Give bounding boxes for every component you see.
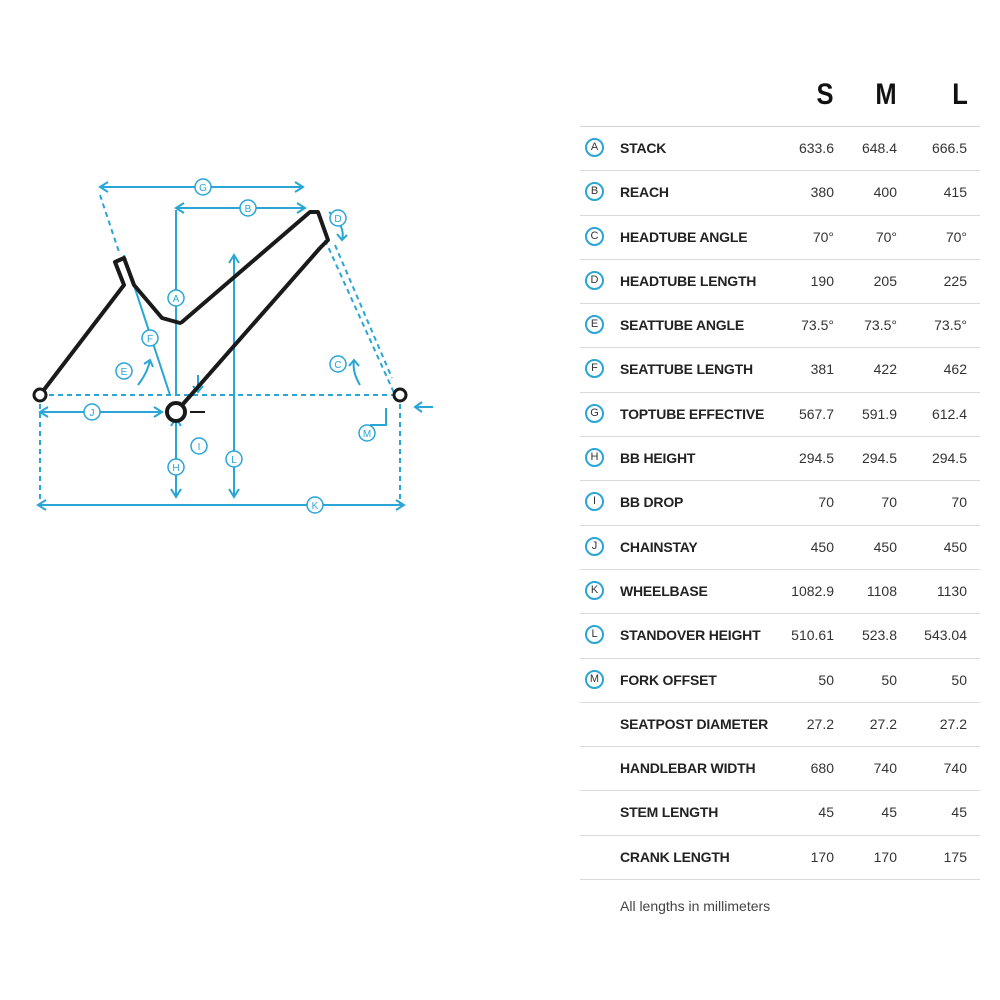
table-row: [580, 127, 980, 171]
row-label: WHEELBASE: [620, 582, 708, 599]
table-row: [580, 791, 980, 835]
value-size-s: 45: [818, 804, 834, 821]
row-label: SEATPOST DIAMETER: [620, 715, 769, 732]
row-label: CRANK LENGTH: [620, 848, 730, 865]
size-s-header: S: [816, 78, 834, 111]
value-size-s: 294.5: [798, 450, 834, 467]
value-size-l: 45: [951, 804, 967, 821]
value-size-s: 70°: [812, 228, 834, 245]
row-badge: G: [585, 404, 604, 423]
row-label: BB HEIGHT: [620, 450, 696, 467]
value-size-s: 73.5°: [801, 317, 834, 334]
value-size-m: 450: [873, 538, 897, 555]
row-label: HANDLEBAR WIDTH: [620, 760, 756, 777]
value-size-m: 70: [881, 494, 897, 511]
table-row: [580, 437, 980, 481]
value-size-l: 70: [951, 494, 967, 511]
value-size-m: 740: [873, 760, 897, 777]
svg-text:K: K: [311, 501, 319, 512]
row-badge: E: [585, 315, 604, 334]
table-row: [580, 570, 980, 614]
row-label: STANDOVER HEIGHT: [620, 627, 761, 644]
row-label: FORK OFFSET: [620, 671, 717, 688]
row-label: CHAINSTAY: [620, 538, 698, 555]
row-badge: F: [585, 359, 604, 378]
value-size-s: 70: [818, 494, 834, 511]
size-l-header: L: [952, 78, 968, 111]
value-size-m: 205: [873, 272, 897, 289]
row-label: REACH: [620, 184, 669, 201]
table-row: [580, 481, 980, 525]
table-row: [580, 216, 980, 260]
row-label: BB DROP: [620, 494, 684, 511]
value-size-l: 543.04: [924, 627, 967, 644]
value-size-l: 462: [943, 361, 967, 378]
value-size-l: 175: [943, 848, 967, 865]
table-row: [580, 171, 980, 215]
units-note: All lengths in millimeters: [620, 898, 771, 914]
svg-text:B: B: [244, 204, 252, 215]
value-size-m: 27.2: [869, 715, 897, 732]
table-row: [580, 614, 980, 658]
row-badge: A: [585, 138, 604, 157]
row-label: TOPTUBE EFFECTIVE: [620, 405, 765, 422]
value-size-l: 294.5: [931, 450, 967, 467]
row-label: STACK: [620, 140, 667, 156]
value-size-s: 190: [810, 272, 834, 289]
value-size-s: 567.7: [798, 405, 834, 422]
row-badge: D: [585, 271, 604, 290]
svg-text:E: E: [120, 367, 128, 378]
svg-text:I: I: [197, 442, 201, 453]
value-size-m: 1108: [866, 582, 897, 599]
geometry-table: [580, 78, 980, 880]
row-label: SEATTUBE ANGLE: [620, 317, 744, 334]
value-size-l: 70°: [945, 228, 967, 245]
table-row: [580, 836, 980, 880]
row-label: HEADTUBE ANGLE: [620, 228, 748, 245]
value-size-s: 50: [818, 671, 834, 688]
value-size-s: 170: [810, 848, 834, 865]
table-row: [580, 260, 980, 304]
row-label: STEM LENGTH: [620, 804, 719, 821]
row-label: HEADTUBE LENGTH: [620, 272, 757, 289]
row-label: SEATTUBE LENGTH: [620, 361, 753, 378]
row-badge: L: [585, 625, 604, 644]
value-size-l: 666.5: [931, 140, 967, 156]
value-size-m: 45: [881, 804, 897, 821]
value-size-m: 294.5: [861, 450, 897, 467]
row-badge: B: [585, 182, 604, 201]
row-badge: J: [585, 537, 604, 556]
svg-text:D: D: [334, 214, 342, 225]
value-size-l: 73.5°: [934, 317, 967, 334]
value-size-m: 50: [881, 671, 897, 688]
value-size-m: 523.8: [861, 627, 897, 644]
row-badge: C: [585, 227, 604, 246]
table-row: [580, 703, 980, 747]
row-badge: M: [585, 670, 604, 689]
value-size-l: 225: [943, 272, 967, 289]
value-size-s: 1082.9: [791, 582, 834, 599]
value-size-l: 740: [943, 760, 967, 777]
value-size-l: 50: [951, 671, 967, 688]
svg-text:J: J: [89, 408, 95, 419]
table-row: [580, 393, 980, 437]
value-size-m: 70°: [875, 228, 897, 245]
value-size-l: 27.2: [939, 715, 967, 732]
svg-text:A: A: [172, 294, 180, 305]
row-badge: K: [585, 581, 604, 600]
svg-text:F: F: [146, 334, 154, 345]
table-row: [580, 526, 980, 570]
table-row: [580, 659, 980, 703]
value-size-l: 450: [943, 538, 967, 555]
value-size-s: 27.2: [806, 715, 834, 732]
value-size-s: 633.6: [798, 140, 834, 156]
value-size-m: 591.9: [861, 405, 897, 422]
value-size-s: 380: [810, 184, 834, 201]
value-size-s: 510.61: [791, 627, 834, 644]
value-size-s: 680: [810, 760, 834, 777]
value-size-m: 648.4: [861, 140, 897, 156]
svg-text:L: L: [231, 455, 237, 466]
value-size-m: 73.5°: [864, 317, 897, 334]
value-size-s: 381: [810, 361, 834, 378]
value-size-m: 400: [873, 184, 897, 201]
table-row: [580, 348, 980, 392]
value-size-l: 415: [943, 184, 967, 201]
geometry-rows: [580, 126, 980, 880]
value-size-s: 450: [810, 538, 834, 555]
svg-text:H: H: [172, 463, 180, 474]
svg-text:C: C: [334, 360, 342, 371]
size-m-header: M: [875, 78, 897, 111]
row-badge: I: [585, 492, 604, 511]
size-header: [580, 78, 980, 126]
value-size-l: 612.4: [931, 405, 967, 422]
row-badge: H: [585, 448, 604, 467]
svg-text:M: M: [362, 429, 372, 440]
value-size-l: 1130: [936, 582, 967, 599]
table-row: [580, 304, 980, 348]
value-size-m: 170: [873, 848, 897, 865]
table-row: [580, 747, 980, 791]
svg-text:G: G: [199, 183, 207, 194]
value-size-m: 422: [873, 361, 897, 378]
